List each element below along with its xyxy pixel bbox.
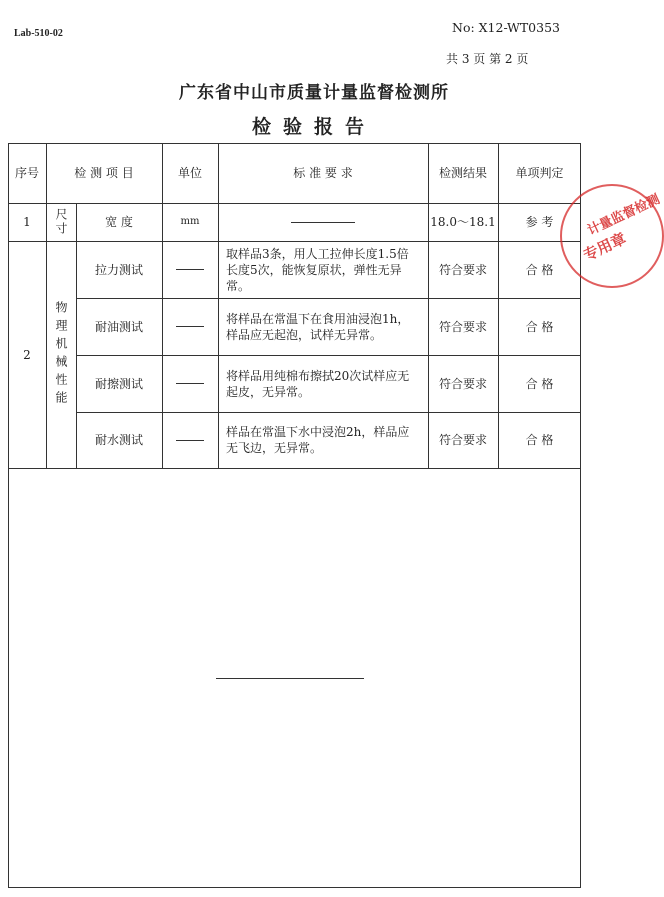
header-unit: 单位	[177, 166, 202, 180]
subrow-verdict: 合 格	[525, 433, 554, 447]
subrow-verdict: 合 格	[525, 376, 554, 391]
subrow-requirement: 取样品3条，用人工拉伸长度1.5倍长度5次，能恢复原状，弹性无异常。	[226, 246, 409, 293]
row1-unit: mm	[180, 216, 200, 227]
subrow-verdict: 合 格	[525, 262, 554, 277]
row2-group	[46, 241, 76, 468]
header-result: 检测结果	[438, 166, 487, 180]
subrow-item: 耐水测试	[94, 433, 143, 447]
subrow-item: 耐擦测试	[94, 376, 143, 391]
row1-group-label: 尺寸	[54, 208, 68, 236]
dash-placeholder	[176, 269, 204, 270]
row1-result: 18.0～18.1	[430, 215, 496, 229]
form-code: Lab-510-02	[14, 28, 63, 39]
organization-name: 广东省中山市质量计量监督检测所	[179, 83, 449, 103]
official-stamp	[560, 184, 664, 288]
header-item: 检 测 项 目	[74, 166, 134, 180]
subrow-result: 符合要求	[438, 433, 487, 447]
header-seq: 序号	[14, 166, 39, 180]
row1-verdict: 参 考	[525, 215, 554, 229]
subrow-unit	[162, 412, 218, 468]
stamp-text-bottom: 专用章	[580, 229, 629, 265]
end-of-content-line	[216, 678, 364, 679]
report-number: No: X12-WT0353	[452, 20, 560, 35]
subrow-verdict: 合 格	[525, 319, 554, 334]
stamp-text-top: 计量监督检测	[585, 192, 663, 239]
row1-requirement	[218, 203, 428, 241]
subrow-requirement: 将样品用纯棉布擦拭20次试样应无起皮，无异常。	[226, 368, 410, 399]
subrow-result: 符合要求	[438, 319, 487, 334]
row1-item: 宽 度	[105, 215, 133, 229]
table-rule	[8, 468, 581, 469]
subrow-requirement: 将样品在常温下在食用油浸泡1h，样品应无起泡，试样无异常。	[226, 311, 410, 342]
subrow-unit	[162, 298, 218, 355]
row1-seq: 1	[23, 215, 31, 229]
row2-seq: 2	[23, 347, 31, 362]
dash-placeholder	[176, 440, 204, 441]
dash-placeholder	[291, 222, 355, 223]
dash-placeholder	[176, 383, 204, 384]
subrow-item: 耐油测试	[94, 319, 143, 334]
header-verdict: 单项判定	[515, 166, 564, 180]
subrow-requirement: 样品在常温下水中浸泡2h，样品应无飞边，无异常。	[226, 425, 410, 455]
header-requirement: 标 准 要 求	[293, 166, 353, 180]
subrow-unit	[162, 241, 218, 298]
subrow-result: 符合要求	[438, 262, 487, 277]
subrow-item: 拉力测试	[94, 262, 143, 277]
subrow-unit	[162, 355, 218, 412]
dash-placeholder	[176, 326, 204, 327]
row2-group-label: 物理机械性能	[54, 300, 68, 409]
subrow-result: 符合要求	[438, 376, 487, 391]
page-info: 共 3 页 第 2 页	[446, 52, 529, 66]
report-title: 检验报告	[251, 116, 376, 138]
row1-group	[46, 203, 76, 241]
